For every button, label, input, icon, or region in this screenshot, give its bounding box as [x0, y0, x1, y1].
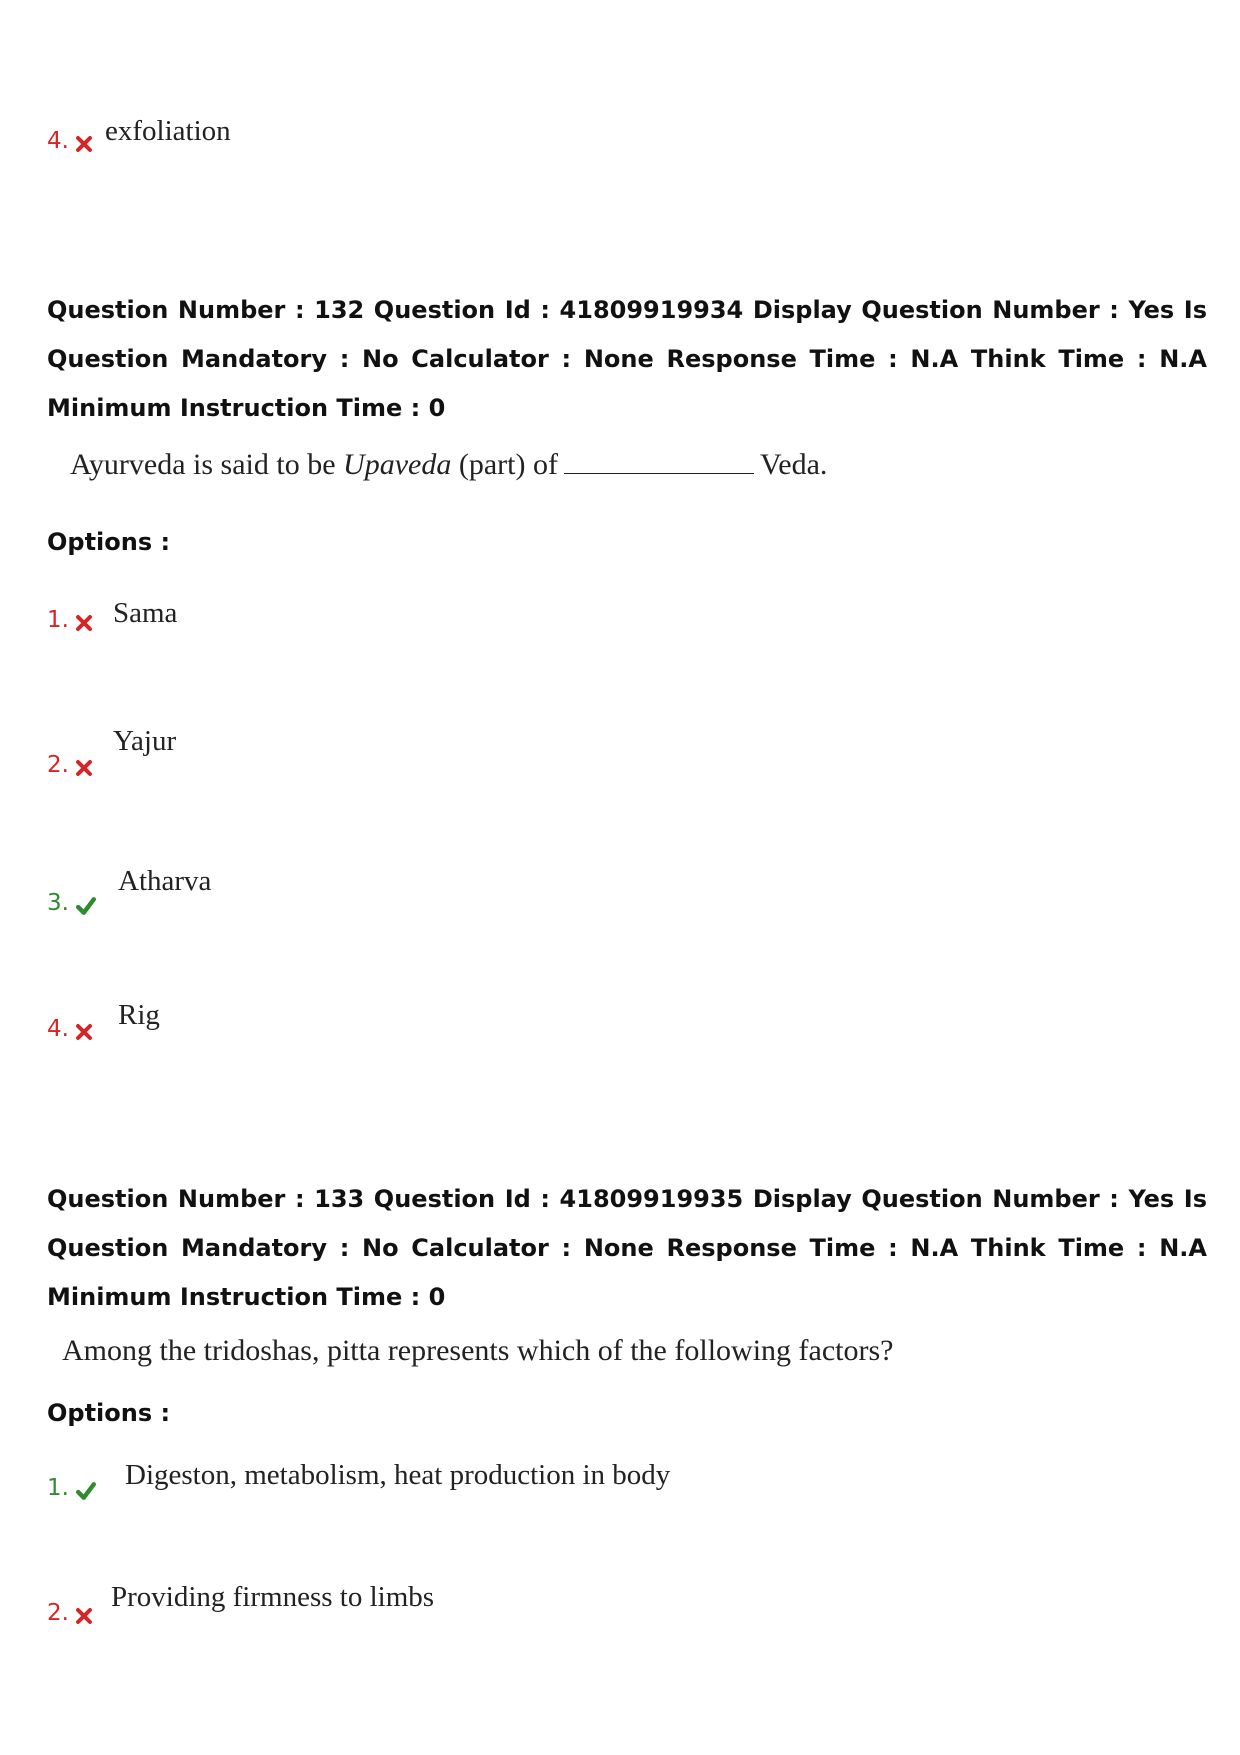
check-icon	[75, 896, 97, 916]
cross-icon	[75, 759, 93, 777]
option-item	[47, 1016, 93, 1042]
cross-icon	[75, 135, 93, 153]
option-number: 1.	[47, 607, 69, 633]
option-number: 1.	[47, 1475, 69, 1501]
option-number: 4.	[47, 1016, 69, 1042]
option-item	[47, 890, 97, 916]
stem-text-start: Ayurveda is said to be	[70, 448, 336, 481]
option-text: Rig	[118, 999, 160, 1031]
option-item	[47, 1475, 97, 1501]
option-number: 4.	[47, 128, 69, 154]
cross-icon	[75, 1607, 93, 1625]
option-number: 2.	[47, 1600, 69, 1626]
question-meta: Question Number : 133 Question Id : 41809919935 Display Question Number : Yes Is Question Mandatory : No Calculator : None Response Time : N.A Think Time : N.A Minimum Instruction Time : 0	[47, 1185, 1207, 1311]
option-text: Providing firmness to limbs	[111, 1581, 435, 1613]
question-meta: Question Number : 132 Question Id : 41809919934 Display Question Number : Yes Is Question Mandatory : No Calculator : None Response Time : N.A Think Time : N.A Minimum Instruction Time : 0	[47, 296, 1207, 422]
option-item	[47, 752, 93, 778]
option-item	[47, 607, 93, 633]
cross-icon	[75, 614, 93, 632]
option-text: Sama	[113, 597, 178, 629]
option-item	[47, 1600, 93, 1626]
option-text: Digeston, metabolism, heat production in body	[125, 1459, 671, 1491]
option-item	[47, 128, 93, 154]
stem-text-end: Veda.	[759, 448, 828, 481]
stem-text-middle: (part) of	[458, 448, 558, 481]
option-text: Yajur	[113, 725, 177, 757]
options-label: Options :	[47, 1399, 171, 1427]
cross-icon	[75, 1023, 93, 1041]
check-icon	[75, 1481, 97, 1501]
option-number: 2.	[47, 752, 69, 778]
option-number: 3.	[47, 890, 69, 916]
stem-italic-term: Upaveda	[343, 448, 452, 481]
fill-blank	[564, 449, 754, 474]
question-stem	[70, 448, 827, 482]
option-text: Atharva	[118, 865, 212, 897]
option-text: exfoliation	[105, 115, 231, 147]
options-label: Options :	[47, 528, 171, 556]
question-stem: Among the tridoshas, pitta represents which of the following factors?	[62, 1334, 894, 1367]
